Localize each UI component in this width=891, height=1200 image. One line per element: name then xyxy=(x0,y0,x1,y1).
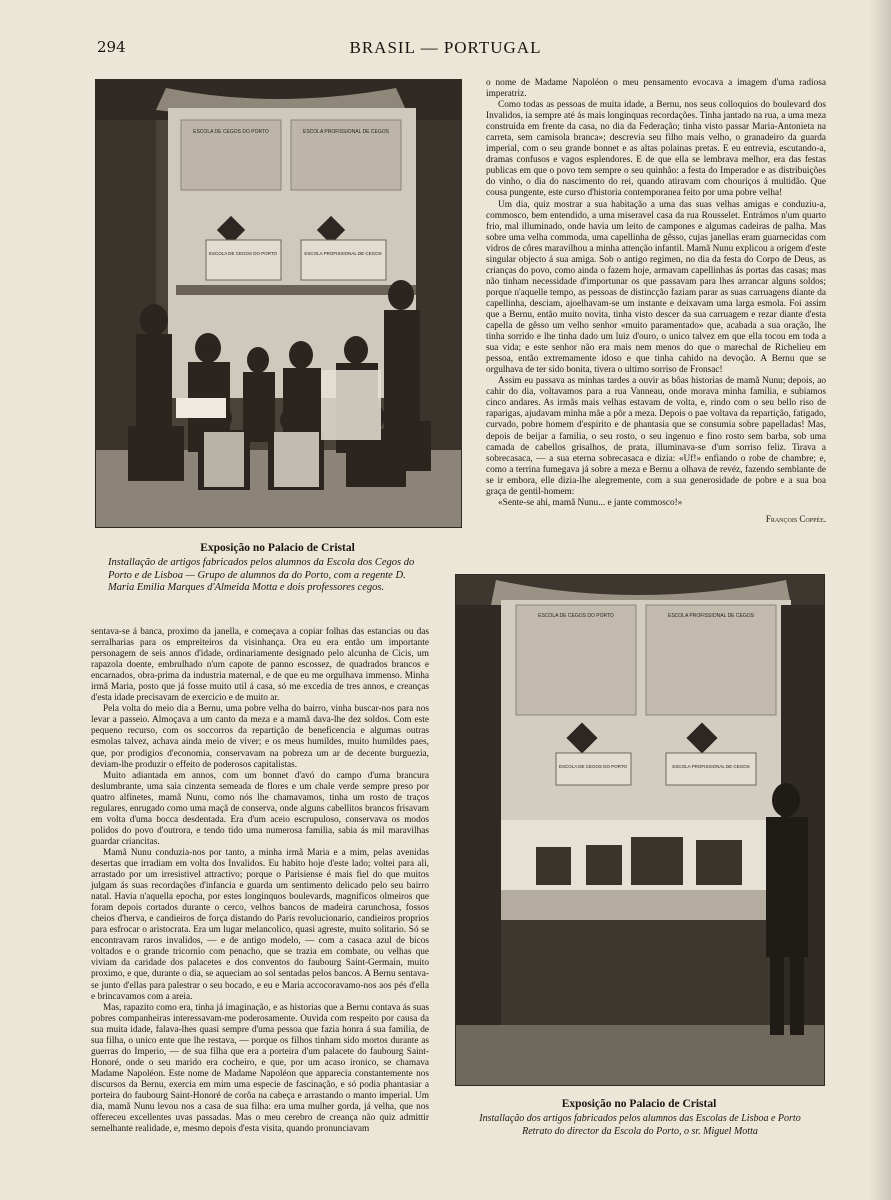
photo1-sign-c: ESCOLA DE CEGOS DO PORTO xyxy=(208,251,278,256)
photo1-caption-text: Installação de artigos fabricados pelos alumnos da Escola dos Cegos do Porto e de Lisboa — Grupo de alumnos da do Porto, com a regente D. Maria Emilia Marques d'Almeida Motta e dois professores cegos. xyxy=(108,557,415,593)
paragraph: «Sente-se ahi, mamã Nunu... e jante commosco!» xyxy=(498,497,683,508)
photo2-sign-c: ESCOLA DE CEGOS DO PORTO xyxy=(558,764,628,769)
photo1-sign-b: ESCOLA PROFISSIONAL DE CEGOS xyxy=(303,129,389,135)
photo2-caption-line-2: Retrato do director da Escola do Porto, o sr. Miguel Motta xyxy=(522,1126,758,1137)
paragraph: Assim eu passava as minhas tardes a ouvir as bôas historias de mamã Nunu; depois, ao cahir do dia, voltavamos para a rua Vanneau, onde morava minha familia, e subiamos cinco andares. As irmãs mais velhas estavam de volta, e, rindo com o seu bello riso de raparigas, ajudavam minha mãe a pôr a meza. Depois o pae voltava da repartição, fatigado, curvado, pobre homem d'espirito e de phantasia que se consumia sobre papelladas! Mas, depois de beijar a familia, o seu rosto, o seu ingenuo e fino rosto sem barba, sob uma camada de cabellos grisalhos, de prata, illuminava-se d'um sorriso feliz. Tirava a sobrecasaca, — a sua eterna sobrecasaca e dizia: «Uf!» enfiando o robe de chambre; e, como a terrina fumegava já sobre a meza e Bernu a olhava de revéz, fazendo semblante de se ir embora, elle dizia-lhe alegremente, com a sua generosidade de pobre e a sua boa graça de gentil-homem: xyxy=(486,376,826,497)
running-title: BRASIL — PORTUGAL xyxy=(349,38,542,57)
photo1-caption-title: Exposição no Palacio de Cristal xyxy=(200,542,355,554)
paragraph: Mamã Nunu conduzia-nos por tanto, a minha irmã Maria e a mim, pelas avenidas desertas que irradiam em volta dos Invalidos. Eu habito hoje d'este lado; voltei para ali, arrastado por um irresistivel attractivo; porque o Parisiense é mais fiel do que muitos julgam ás suas recordações d'infancia e guarda um sentimento delicado pelo seu bairro natal. Havia n'aquella epocha, por estes longinquos boulevards, magnificos olmeiros que foram depois cortados durante o cerco, velhos bancos de madeira carunchosa, fossos cheios d'herva, e candieiros de força distando do Paris revolucionario, candieiros proprios para esfrocar o aristocrata. Era um lugar melancolico, quasi agreste, muito solitario. Só se encontravam raros invalidos, — e de antigo modelo, — com a casaca azul de bicos voltados e o grande tricornio com penacho, que se trazia em combate, ou velhas que viviam da caridade dos palacetes e dos conventos do faubourg Saint-Germain, muito proximo, e que, durante o dia, se aqueciam ao sol sentadas pelos bancos. A Bernu sentava-se junto d'ellas para palestrar o seu bocado, e eu e Maria accocoravamo-nos aos pés d'ella e brincavamos com a areia. xyxy=(91,847,429,1002)
photo-exhibit-director xyxy=(455,574,825,1086)
photo1-sign-a: ESCOLA DE CEGOS DO PORTO xyxy=(193,129,269,135)
photo1-sign-d: ESCOLA PROFISSIONAL DE CEGOS xyxy=(304,251,382,256)
paragraph: Pela volta do meio dia a Bernu, uma pobre velha do bairro, vinha buscar-nos para nos levar a passeio. Almoçava a um canto da meza e a mamã dava-lhe dez soldos. Com este pequeno recurso, com os soccorros da repartição de beneficencia e algumas outras esmolas talvez, achava ainda meio de viver; e os meus humildes, muito humildes paes, que, por prodigios d'economia, conservavam na pobreza um ar de decente burguezia, deviam-lhe produzir o effeito de poderosos capitalistas. xyxy=(91,704,429,770)
photo2-sign-d: ESCOLA PROFISSIONAL DE CEGOS xyxy=(672,764,750,769)
photo2-sign-b: ESCOLA PROFISSIONAL DE CEGOS xyxy=(668,613,754,619)
paragraph: sentava-se á banca, proximo da janella, e começava a copiar folhas das estancias ou das serralharias para os empreiteiros da visinhança. Ora eu era então um importante personagem de seis annos d'idade, ordinariamente designado pelo alcunha de Cicis, um rapazola doente, embrulhado n'um capote de panno escossez, de quadrados brancos e encarnados, obra-prima da industria maternal, e de que eu me orgulhava immenso. Minha irmã Maria, posto que já fosse muito util á casa, só me excedia de tres annos, e creanças d'esta idade precisavam de exercicio e de muito ar. xyxy=(91,627,429,704)
left-column-text xyxy=(91,627,429,1135)
photo2-caption-line-1: Installação dos artigos fabricados pelos alumnos das Escolas de Lisboa e Porto xyxy=(479,1113,801,1124)
page-fold-shadow xyxy=(869,0,891,1200)
photo-exhibit-director-drawing xyxy=(456,575,824,1085)
paragraph: Como todas as pessoas de muita idade, a Bernu, nos seus colloquios do boulevard dos Invalidos, ia sempre até ás mais longinquas recordações. Tinha jantado na rua, a uma meza construida em frente da casa, no dia da Federação; tinha visto passar Maria-Antonieta na carreta, sem camisola branca»; descrevia seu filho mais velho, o granadeiro da guarda imperial, com o seu grande bonnet e as altas polainas pretas. E eu entrevia, escutando-a, dramas confusos e vagos esplendores. E de que ella se lembrava melhor, era das festas publicas em que o povo tem sempre o seu quinhão: a festa do Imperador e as distribuições do vinho, o dia do nascimento do rei, quando atiravam com chouriços á multidão. Que cousa pungente, este curso d'historia contemporanea feito por uma pobre velha! xyxy=(486,100,826,199)
paragraph: Mas, rapazito como era, tinha já imaginação, e as historias que a Bernu contava ás suas pobres companheiras interessavam-me poderosamente. Ouvida com respeito por causa da sua muita idade, falava-lhes quasi sempre d'uma pessoa que fazia honra á sua familia, de sua filha, o unico ente que lhe restava, — porque os filhos tinham sido mortos durante as guerras do Imperio, — de sua filha que era a porteira d'um palacete do faubourg Saint-Honoré, onde o seu marido era cocheiro, e que, por um acaso ironico, se chamava Madame Napoléon. Este nome de Madame Napoléon que apparecia constantemente nos discursos da Bernu, exercia em mim uma especie de fascinação, e só podia phantasiar a porteira do faubourg Saint-Honoré de corôa na cabeça e arrastando o manto imperial. Um dia, mamã Nunu levou nos a casa de sua filha: era uma mulher gorda, já velha, que nos offereceu excellentes uvas passadas. Mas o meu cerebro de creança não quiz admittir semelhante realidade, e, mesmo depois d'esta visita, quando pronunciavam xyxy=(91,1002,429,1135)
photo2-sign-a: ESCOLA DE CEGOS DO PORTO xyxy=(538,613,614,619)
photo-students-group-drawing xyxy=(96,80,461,527)
photo-students-group xyxy=(95,79,462,528)
paragraph: Muito adiantada em annos, com um bonnet d'avó do campo d'uma brancura deslumbrante, uma saia cinzenta semeada de flores e um chale verde sempre preso por quatro alfinetes, mamã Nunu, como nós lhe chamavamos, tinha um rosto de traços regulares, enrugado como uma maçã de conserva, onde alguns cabellitos brancos frisavam em volta d'uma bocca desdentada. Era d'um aceio escrupuloso, conservava os modos polidos do povo d'outrora, e tendo tido uma numerosa familia, sabia ás mil maravilhas guardar criancitas. xyxy=(91,770,429,847)
page-number: 294 xyxy=(97,38,126,56)
right-column-text xyxy=(486,78,826,525)
paragraph: Um dia, quiz mostrar a sua habitação a uma das suas velhas amigas e conduziu-a, commosco, bem entendido, a uma miseravel casa da rua Rousselet. Entrámos n'um quarto frio, mal illuminado, onde havia um leito de campones e algumas cadeiras de palha. Mas sobre uma velha commoda, uma capellinha de gêsso, cujas janellas eram guarnecidas com vidros de côres maravilhou a minha attenção infantil. Mamã Nunu explicou a origem d'este singular objecto á sua amiga. Sob o antigo regimen, no dia da festa do Corpo de Deus, as crianças do povo, como ainda o fazem hoje, armavam capellinhas ás portas das casas; mas não tinham necessidade d'importunar os que passavam para lhes arrancar alguns soldos; porque n'aquelle tempo, as pessoas de distincção faziam parar as suas carruagens diante da capellinha, desciam, ajoelhavam-se um instante e deixavam uma larga esmola. Foi assim que a Bernu, então muito novita, tinha visto descer da sua carruagem e rezar diante d'esta capella de gêsso um velho senhor «muito paramentado» que, acabada a sua oração, lhe tinha sorrido e lhe tinha dado um luiz d'ouro, o unico talvez em que ella tocou em toda a sua vida; e este senhor não era mais nem menos do que o marechal de Richelieu em pessoa, então extremamente idoso e que tinha cahido na devoção. A Bernu que se orgulhava de ter sido bonita, tivera o ultimo sorriso de Fronsac! xyxy=(486,199,826,376)
paragraph: o nome de Madame Napoléon o meu pensamento evocava a imagem d'uma radiosa imperatriz. xyxy=(486,78,826,100)
author-signature: François Coppée. xyxy=(765,513,826,524)
photo2-caption-title: Exposição no Palacio de Cristal xyxy=(561,1098,717,1110)
